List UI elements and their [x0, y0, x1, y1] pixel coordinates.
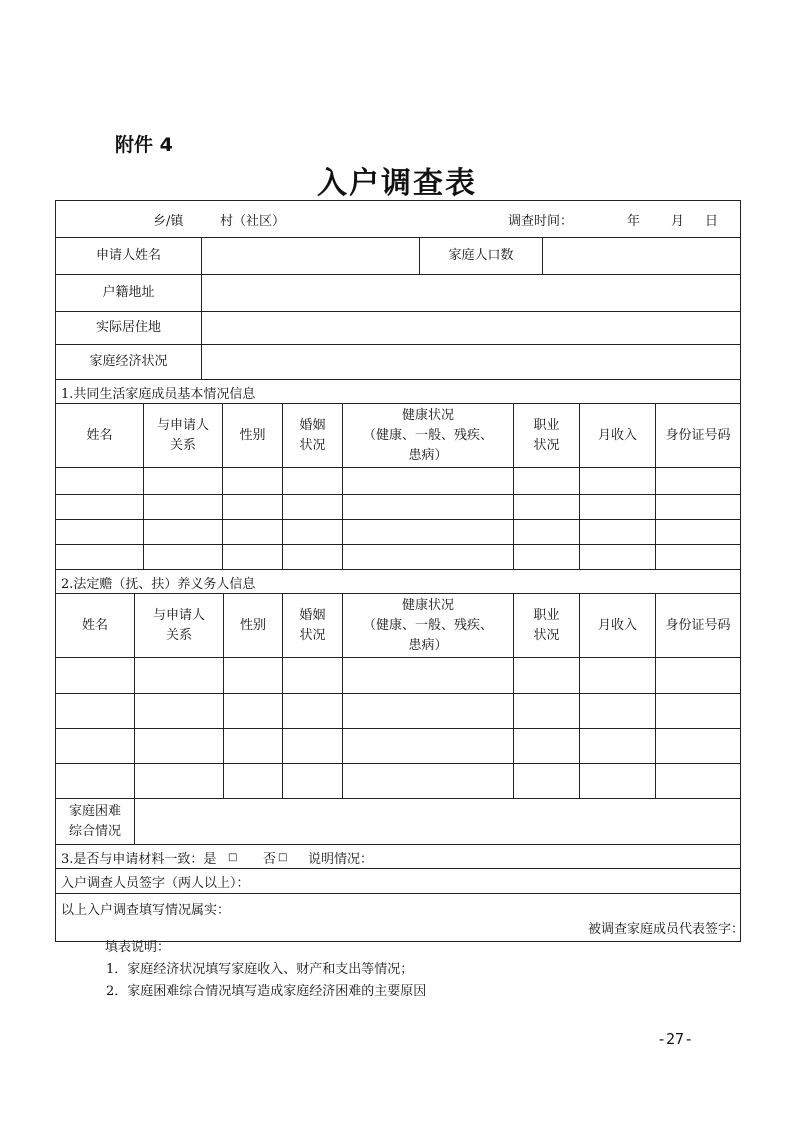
table-cell[interactable] — [342, 545, 513, 569]
instructions-title: 填表说明： — [105, 940, 171, 955]
table-cell[interactable] — [342, 658, 513, 693]
table-cell[interactable] — [222, 545, 282, 569]
table-cell[interactable] — [282, 764, 342, 798]
applicant-name-label: 申请人姓名 — [95, 248, 161, 263]
table-cell[interactable] — [134, 658, 223, 693]
s2-header-marital: 婚姻 状况 — [282, 594, 342, 657]
table-row[interactable] — [56, 495, 740, 520]
table-cell[interactable] — [513, 468, 579, 494]
table-cell[interactable] — [143, 468, 222, 494]
instruction-item: 1．家庭经济状况填写家庭收入、财产和支出等情况； — [106, 962, 414, 977]
table-cell[interactable] — [56, 468, 143, 494]
table-cell[interactable] — [223, 729, 282, 763]
table-cell[interactable] — [223, 764, 282, 798]
table-cell[interactable] — [579, 545, 655, 569]
table-cell[interactable] — [56, 694, 134, 728]
actual-residence-row — [56, 312, 740, 345]
table-cell[interactable] — [655, 520, 740, 544]
table-row[interactable] — [56, 468, 740, 495]
table-row[interactable] — [56, 694, 740, 729]
no-checkbox[interactable]: □ — [278, 852, 288, 863]
table-cell[interactable] — [342, 495, 513, 519]
year-label: 年 — [627, 214, 641, 229]
page-number: -27- — [657, 1030, 694, 1048]
table-cell[interactable] — [56, 658, 134, 693]
table-cell[interactable] — [513, 520, 579, 544]
table-cell[interactable] — [655, 764, 740, 798]
survey-form — [55, 200, 744, 942]
table-cell[interactable] — [342, 729, 513, 763]
table-cell[interactable] — [513, 495, 579, 519]
table-cell[interactable] — [134, 729, 223, 763]
difficulty-field[interactable] — [134, 799, 740, 844]
representative-signature-label: 被调查家庭成员代表签字： — [587, 922, 744, 937]
table-cell[interactable] — [282, 495, 342, 519]
table-cell[interactable] — [56, 520, 143, 544]
table-cell[interactable] — [579, 495, 655, 519]
s1-header-marital: 婚姻 状况 — [282, 404, 342, 467]
applicant-name-field[interactable] — [201, 238, 419, 274]
table-cell[interactable] — [655, 495, 740, 519]
s2-header-relation: 与申请人 关系 — [134, 594, 223, 657]
table-cell[interactable] — [282, 729, 342, 763]
table-cell[interactable] — [655, 694, 740, 728]
section2-title: 2.法定赡（抚、扶）养义务人信息 — [61, 577, 256, 592]
s2-header-id: 身份证号码 — [655, 594, 740, 657]
village-label: 村（社区） — [220, 214, 286, 229]
s1-header-gender: 性别 — [222, 404, 282, 467]
investigator-row — [56, 869, 740, 894]
table-cell[interactable] — [282, 468, 342, 494]
actual-residence-label: 实际居住地 — [95, 320, 161, 335]
s1-header-id: 身份证号码 — [655, 404, 740, 467]
actual-residence-field[interactable] — [201, 312, 740, 344]
township-label: 乡/镇 — [153, 214, 184, 229]
table-cell[interactable] — [223, 658, 282, 693]
instructions — [105, 937, 426, 1003]
table-cell[interactable] — [56, 764, 134, 798]
table-cell[interactable] — [143, 495, 222, 519]
instruction-item: 2．家庭困难综合情况填写造成家庭经济困难的主要原因 — [106, 984, 427, 999]
table-row[interactable] — [56, 658, 740, 694]
table-cell[interactable] — [579, 764, 655, 798]
table-cell[interactable] — [579, 694, 655, 728]
table-cell[interactable] — [513, 729, 579, 763]
section1-title-row — [56, 380, 740, 404]
difficulty-label: 家庭困难 综合情况 — [68, 803, 121, 839]
table-cell[interactable] — [223, 694, 282, 728]
no-label: 否 — [263, 852, 277, 867]
table-cell[interactable] — [655, 729, 740, 763]
confirmation-row — [56, 894, 744, 941]
table-cell[interactable] — [56, 495, 143, 519]
confirmation-text: 以上入户调查填写情况属实： — [61, 903, 231, 918]
section1-header-row — [56, 404, 740, 468]
table-cell[interactable] — [579, 520, 655, 544]
table-row[interactable] — [56, 520, 740, 545]
section2-title-row — [56, 570, 740, 594]
explain-label: 说明情况： — [308, 852, 374, 867]
day-label: 日 — [705, 214, 719, 229]
economic-status-row — [56, 345, 740, 380]
table-cell[interactable] — [282, 545, 342, 569]
table-cell[interactable] — [342, 694, 513, 728]
table-cell[interactable] — [655, 658, 740, 693]
table-cell[interactable] — [579, 468, 655, 494]
table-cell[interactable] — [222, 520, 282, 544]
registered-address-row — [56, 275, 740, 312]
table-cell[interactable] — [56, 545, 143, 569]
s2-header-gender: 性别 — [223, 594, 282, 657]
table-cell[interactable] — [342, 520, 513, 544]
table-cell[interactable] — [513, 658, 579, 693]
table-cell[interactable] — [513, 764, 579, 798]
table-cell[interactable] — [342, 764, 513, 798]
table-cell[interactable] — [134, 764, 223, 798]
table-cell[interactable] — [222, 468, 282, 494]
table-row[interactable] — [56, 545, 740, 570]
attachment-label: 附件 4 — [115, 134, 173, 156]
s1-header-income: 月收入 — [579, 404, 655, 467]
consistency-row — [56, 845, 740, 869]
table-cell[interactable] — [134, 694, 223, 728]
table-cell[interactable] — [342, 468, 513, 494]
table-cell[interactable] — [282, 694, 342, 728]
form-title: 入户调查表 — [317, 166, 477, 201]
s1-header-health: 健康状况 （健康、一般、残疾、 患病） — [342, 404, 513, 467]
month-label: 月 — [671, 214, 685, 229]
table-cell[interactable] — [143, 545, 222, 569]
registered-address-field[interactable] — [201, 275, 740, 311]
s1-header-name: 姓名 — [86, 427, 113, 443]
table-cell[interactable] — [282, 520, 342, 544]
s2-header-occupation: 职业 状况 — [513, 594, 579, 657]
s1-header-relation: 与申请人 关系 — [143, 404, 222, 467]
investigator-signature-label: 入户调查人员签字（两人以上）： — [61, 876, 250, 891]
household-size-field[interactable] — [542, 238, 740, 274]
applicant-name-row — [56, 238, 740, 275]
table-cell[interactable] — [655, 545, 740, 569]
s2-header-health: 健康状况 （健康、一般、残疾、 患病） — [342, 594, 513, 657]
section1-title: 1.共同生活家庭成员基本情况信息 — [61, 387, 256, 402]
table-cell[interactable] — [513, 545, 579, 569]
table-cell[interactable] — [282, 658, 342, 693]
table-cell[interactable] — [655, 468, 740, 494]
table-cell[interactable] — [143, 520, 222, 544]
difficulty-row — [56, 799, 740, 845]
table-cell[interactable] — [222, 495, 282, 519]
economic-status-label: 家庭经济状况 — [89, 354, 168, 369]
household-size-label: 家庭人口数 — [419, 238, 542, 274]
survey-time-label: 调查时间： — [508, 214, 574, 229]
registered-address-label: 户籍地址 — [102, 285, 155, 300]
yes-checkbox[interactable]: □ — [228, 852, 238, 863]
table-cell[interactable] — [579, 729, 655, 763]
table-row[interactable] — [56, 764, 740, 799]
s2-header-income: 月收入 — [579, 594, 655, 657]
table-cell[interactable] — [579, 658, 655, 693]
location-time-row — [56, 201, 740, 238]
consistency-question: 3.是否与申请材料一致：是 — [61, 852, 217, 867]
s2-header-name: 姓名 — [81, 617, 108, 633]
s1-header-occupation: 职业 状况 — [513, 404, 579, 467]
table-cell[interactable] — [513, 694, 579, 728]
table-row[interactable] — [56, 729, 740, 764]
economic-status-field[interactable] — [201, 345, 740, 379]
section2-header-row — [56, 594, 740, 658]
table-cell[interactable] — [56, 729, 134, 763]
